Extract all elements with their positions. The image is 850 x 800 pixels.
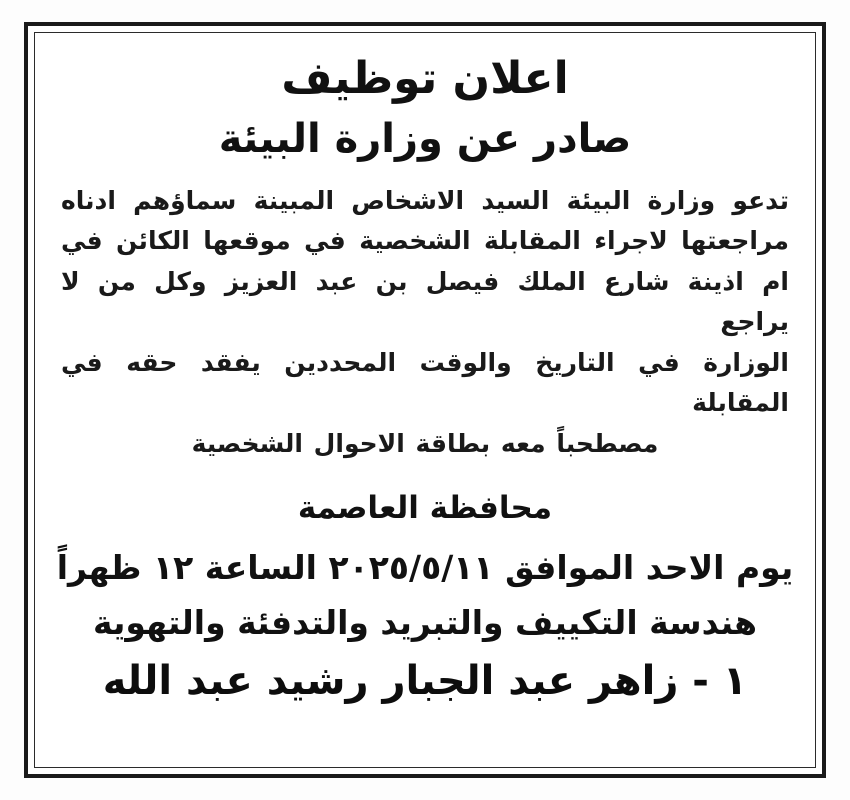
inner-border [34, 32, 816, 768]
body-line: الوزارة في التاريخ والوقت المحددين يفقد حقه في المقابلة [61, 347, 789, 418]
specialty-heading: هندسة التكييف والتبريد والتدفئة والتهوية [93, 603, 757, 643]
body-line: ام اذينة شارع الملك فيصل بن عبد العزيز وكل من لا يراجع [61, 266, 789, 337]
candidate-name: ١ - زاهر عبد الجبار رشيد عبد الله [102, 658, 748, 705]
ad-body [61, 181, 789, 465]
ad-title: اعلان توظيف [281, 53, 569, 104]
interview-datetime: يوم الاحد الموافق ٢٠٢٥/٥/١١ الساعة ١٢ ظهراً [56, 548, 794, 588]
ad-subtitle: صادر عن وزارة البيئة [218, 115, 632, 162]
body-line: تدعو وزارة البيئة السيد الاشخاص المبينة سماؤهم ادناه [61, 185, 789, 215]
body-line: مصطحباً معه بطاقة الاحوال الشخصية [191, 428, 659, 458]
governorate-heading: محافظة العاصمة [297, 490, 553, 527]
outer-border [24, 22, 826, 778]
body-line: مراجعتها لاجراء المقابلة الشخصية في موقعها الكائن في [61, 226, 789, 256]
